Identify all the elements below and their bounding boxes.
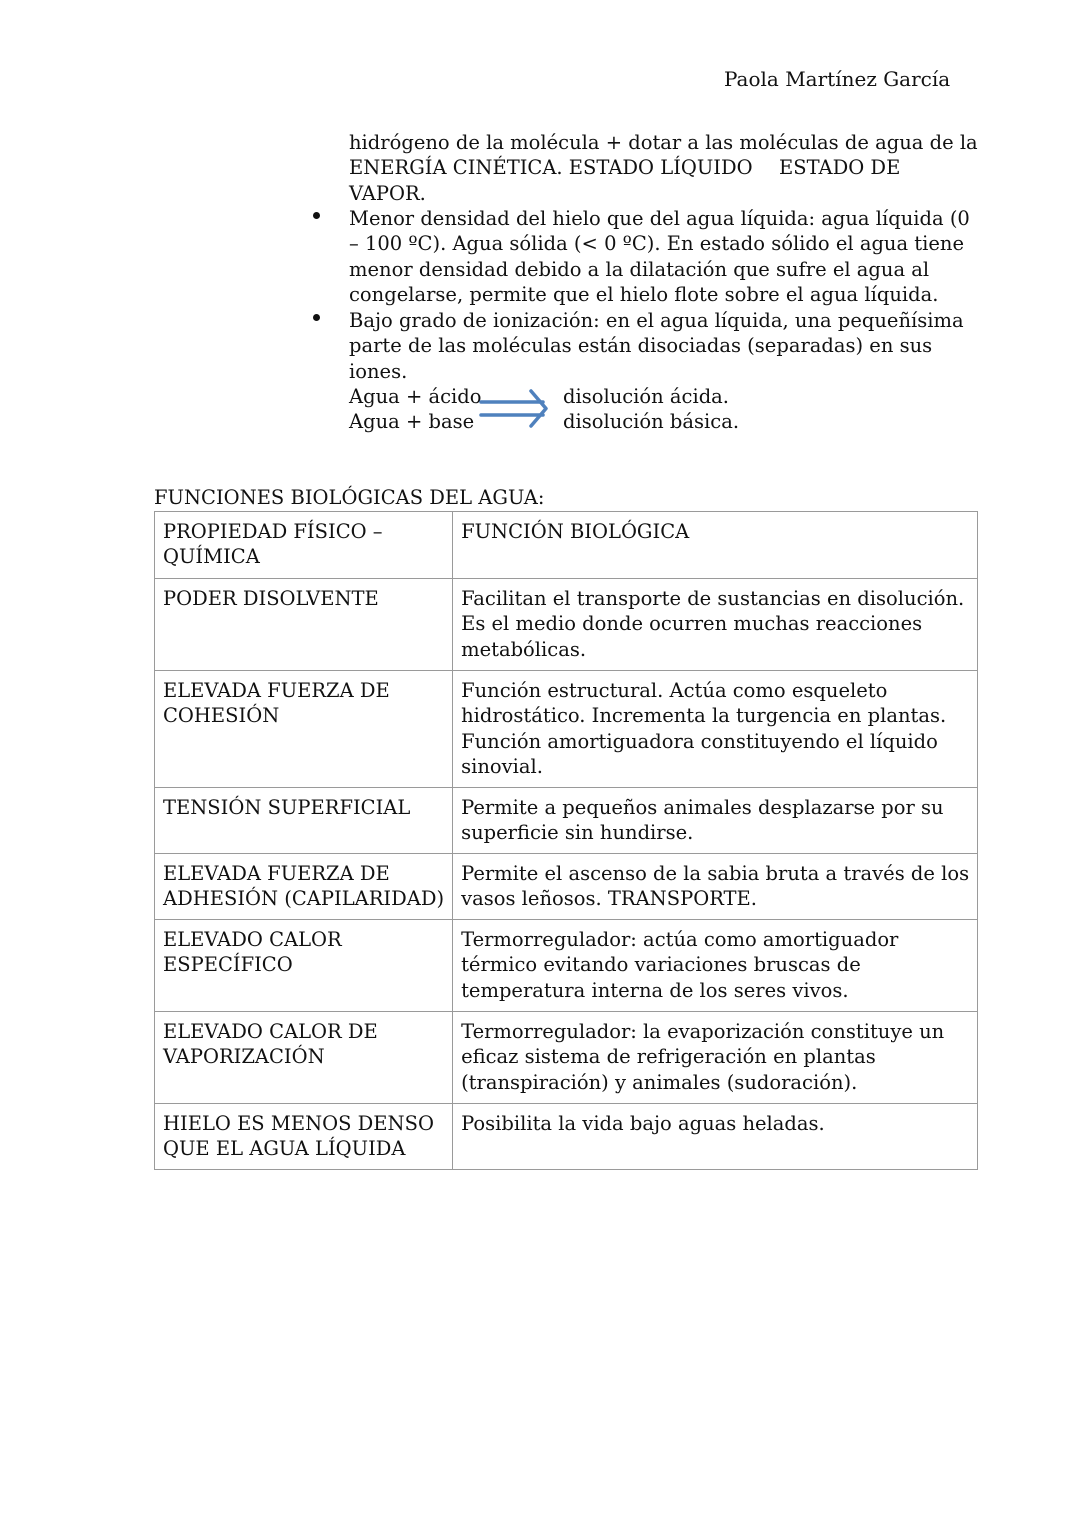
property-cell [155, 1012, 453, 1104]
property-cell [155, 671, 453, 788]
table-row [155, 854, 978, 920]
property-cell [155, 579, 453, 671]
cell-text: sinovial. [461, 754, 543, 778]
text-line: VAPOR. [349, 181, 426, 205]
property-cell [155, 854, 453, 920]
bullet-ionization [349, 308, 964, 384]
cell-text: Termorregulador: la evaporización constituye un [461, 1020, 945, 1043]
cell-text: TENSIÓN SUPERFICIAL [163, 796, 411, 819]
double-arrow-icon [479, 389, 551, 433]
reaction-acid-left: Agua + ácido [349, 385, 482, 408]
cell-text: ELEVADA FUERZA DE [163, 679, 390, 702]
cell-text: eficaz sistema de refrigeración en plantas [461, 1045, 876, 1069]
bullet-density [349, 206, 970, 307]
header-cell-property [155, 512, 453, 579]
cell-text: hidrostático. Incrementa la turgencia en plantas. [461, 704, 947, 728]
reaction-acid-right: disolución ácida. [563, 385, 730, 408]
property-cell [155, 788, 453, 854]
cell-text: Función amortiguadora constituyendo el líquido [461, 729, 938, 753]
cell-text: (transpiración) y animales (sudoración). [461, 1070, 858, 1094]
continuation-paragraph [349, 130, 978, 206]
function-cell [453, 579, 978, 671]
function-cell [453, 920, 978, 1012]
text-line: hidrógeno de la molécula + dotar a las moléculas de agua de la [349, 131, 978, 154]
text-line: menor densidad debido a la dilatación que sufre el agua al [349, 257, 930, 281]
function-cell [453, 1104, 978, 1170]
reaction-base-right: disolución básica. [563, 410, 740, 433]
text-line [349, 155, 929, 180]
cell-text: PODER DISOLVENTE [163, 587, 379, 610]
function-cell [453, 671, 978, 788]
cell-text: vasos leñosos. TRANSPORTE. [461, 887, 757, 911]
cell-text: PROPIEDAD FÍSICO – [163, 520, 383, 543]
cell-text: Termorregulador: actúa como amortiguador [461, 928, 899, 951]
table-row [155, 920, 978, 1012]
arrow-head-icon [531, 391, 546, 426]
cell-text: VAPORIZACIÓN [163, 1045, 325, 1069]
cell-text: Permite el ascenso de la sabia bruta a través de los [461, 862, 970, 885]
cell-text: HIELO ES MENOS DENSO [163, 1112, 434, 1135]
table-row [155, 1012, 978, 1104]
cell-text: térmico evitando variaciones bruscas de [461, 953, 861, 977]
cell-text: QUE EL AGUA LÍQUIDA [163, 1137, 406, 1161]
cell-text: ELEVADO CALOR [163, 928, 342, 951]
section-title: FUNCIONES BIOLÓGICAS DEL AGUA: [154, 486, 545, 509]
text-line: Menor densidad del hielo que del agua líquida: agua líquida (0 [349, 207, 970, 230]
functions-table [154, 511, 978, 1170]
bullet-dot [313, 212, 320, 219]
cell-text: ADHESIÓN (CAPILARIDAD) [163, 887, 445, 911]
cell-text: superficie sin hundirse. [461, 821, 694, 845]
table-row [155, 671, 978, 788]
text-line: parte de las moléculas están disociadas (separadas) en sus [349, 334, 933, 358]
text-line: iones. [349, 359, 408, 383]
cell-text: metabólicas. [461, 637, 587, 661]
author-name: Paola Martínez García [724, 67, 951, 91]
cell-text: QUÍMICA [163, 545, 260, 569]
cell-text: Es el medio donde ocurren muchas reacciones [461, 612, 923, 636]
property-cell [155, 1104, 453, 1170]
cell-text: temperatura interna de los seres vivos. [461, 978, 849, 1002]
cell-text: Facilitan el transporte de sustancias en disolución. [461, 587, 965, 610]
header-cell-function [453, 512, 978, 579]
state-vapor-label: ESTADO DE [779, 156, 901, 180]
text-line: Bajo grado de ionización: en el agua líquida, una pequeñísima [349, 309, 964, 332]
table-header-row [155, 512, 978, 579]
text-line: congelarse, permite que el hielo flote sobre el agua líquida. [349, 282, 939, 306]
text-line: – 100 ºC). Agua sólida (< 0 ºC). En estado sólido el agua tiene [349, 232, 965, 256]
function-cell [453, 788, 978, 854]
cell-text: ELEVADA FUERZA DE [163, 862, 390, 885]
table-row [155, 788, 978, 854]
bullet-dot [313, 314, 320, 321]
cell-text: Permite a pequeños animales desplazarse por su [461, 796, 944, 819]
reaction-base-left: Agua + base [349, 410, 475, 433]
state-liquid-label: ENERGÍA CINÉTICA. ESTADO LÍQUIDO [349, 156, 753, 180]
cell-text: Función estructural. Actúa como esqueleto [461, 679, 888, 702]
cell-text: FUNCIÓN BIOLÓGICA [461, 520, 690, 543]
function-cell [453, 854, 978, 920]
property-cell [155, 920, 453, 1012]
cell-text: ELEVADO CALOR DE [163, 1020, 378, 1043]
table-row [155, 579, 978, 671]
function-cell [453, 1012, 978, 1104]
cell-text: COHESIÓN [163, 704, 280, 728]
cell-text: ESPECÍFICO [163, 953, 293, 977]
table-row [155, 1104, 978, 1170]
cell-text: Posibilita la vida bajo aguas heladas. [461, 1112, 825, 1135]
